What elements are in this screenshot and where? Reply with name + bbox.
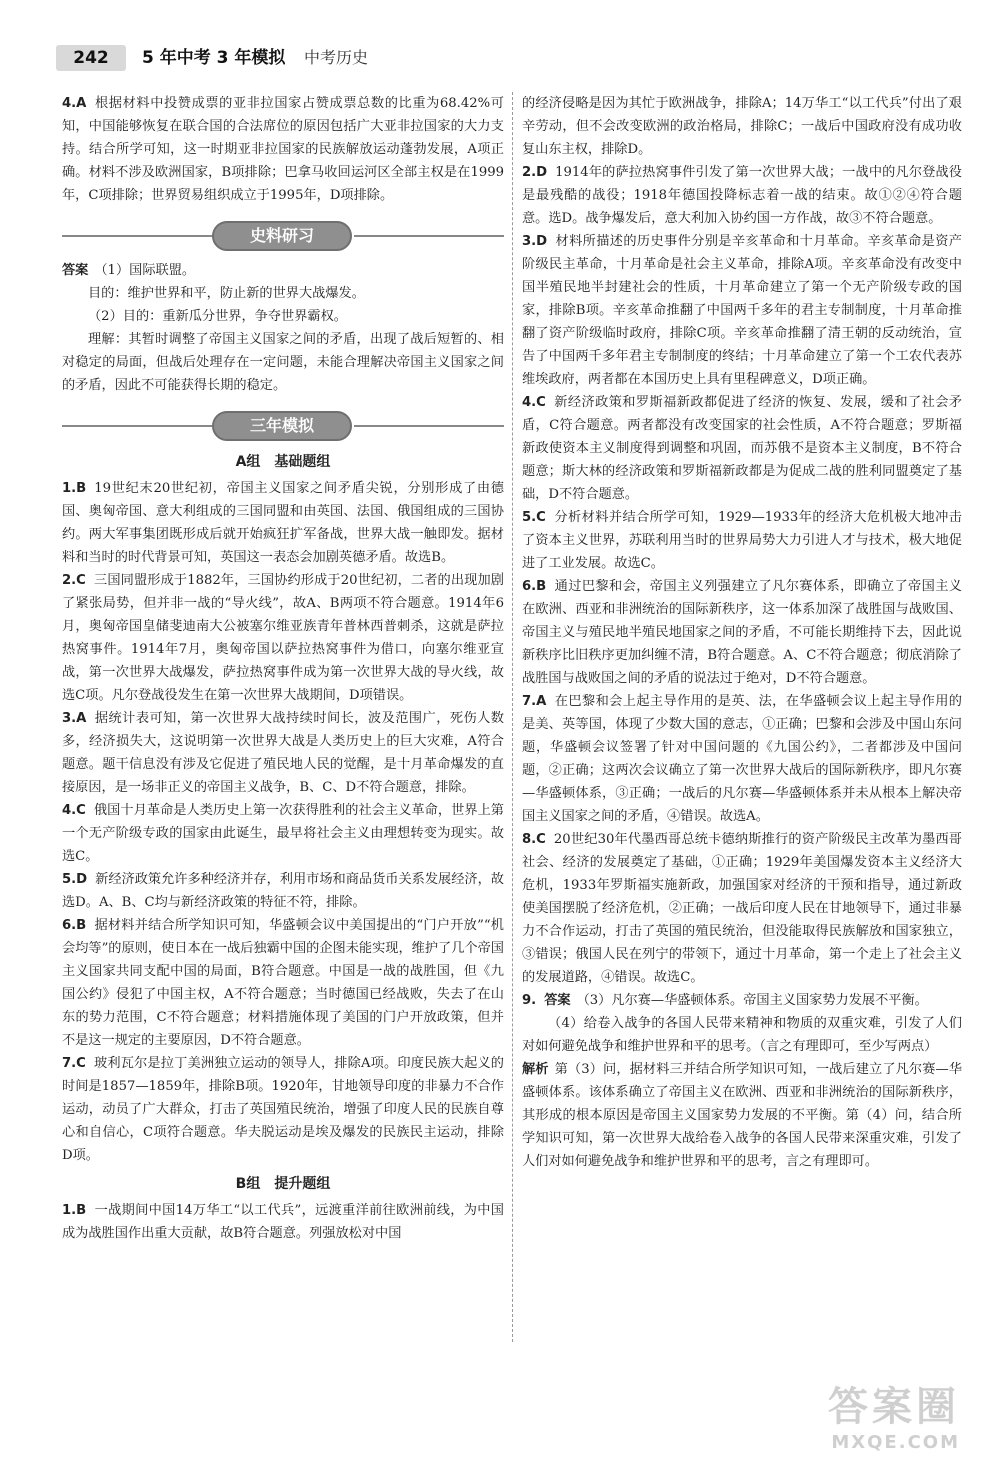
page-number: 242 [56, 45, 126, 71]
item-text: 根据材料中投赞成票的亚非拉国家占赞成票总数的比重为68.42%可知，中国能够恢复在联合国的合法席位的原因包括广大亚非拉国家的大力支持。结合所学可知，这一时期亚非拉国家的民族解放运动蓬勃发展，A项正确。材料不涉及欧洲国家，B项排除；巴拿马收回运河区全部主权是在1999年，C项排除；世界贸易组织成立于1995年，D项排除。 [62, 96, 504, 203]
list-item: 3.A 据统计表可知，第一次世界大战持续时间长，波及范围广，死伤人数多，经济损失大，这说明第一次世界大战是人类历史上的巨大灾难，A符合题意。题干信息没有涉及它促进了殖民地人民的觉醒，是十月革命爆发的直接原因，是一场非正义的帝国主义战争，B、C、D不符合题意，排除。 [62, 711, 504, 795]
answer-label: 答案 [544, 993, 571, 1008]
banner-rule-right [354, 235, 504, 237]
item-9-answer: 9. 答案 （3）凡尔赛—华盛顿体系。帝国主义国家势力发展不平衡。 [522, 993, 928, 1008]
site-watermark [828, 1375, 960, 1453]
banner-rule-right [354, 425, 504, 427]
book-series-title: 5 年中考 3 年模拟 [142, 48, 286, 68]
list-item: 7.A 在巴黎和会上起主导作用的是英、法，在华盛顿会议上起主导作用的是美、英等国，体现了少数大国的意志，①正确；巴黎和会涉及中国山东问题，华盛顿会议签署了针对中国问题的《九国公约》，二者都涉及中国问题，②正确；这两次会议确立了第一次世界大战后的国际新秩序，即凡尔赛—华盛顿体系，③正确；一战后的凡尔赛—华盛顿体系并未从根本上解决帝国主义国家之间的矛盾，④错误。故选A。 [522, 694, 962, 824]
answer-line-3: （2）目的：重新瓜分世界，争夺世界霸权。 [88, 309, 347, 324]
list-item: 6.B 据材料并结合所学知识可知，华盛顿会议中美国提出的“门户开放”“机会均等”的原则，使日本在一战后独霸中国的企图未能实现，维护了几个帝国主义国家共同支配中国的局面，B符合题意。中国是一战的战胜国，但《九国公约》侵犯了中国主权，A不符合题意；当时德国已经战败，失去了在山东的势力范围，C不符合题意；材料措施体现了美国的门户开放政策，但并不是这一规定的主要原因，D不符合题意。 [62, 918, 504, 1048]
answer-label: 答案 [62, 263, 89, 278]
item-9-answer-4: （4）给卷入战争的各国人民带来精神和物质的双重灾难，引发了人们对如何避免战争和维护世界和平的思考。（言之有理即可，至少写两点） [522, 1016, 962, 1054]
column-divider [512, 92, 513, 1342]
item-number: 4.A [62, 96, 87, 111]
answer-line-1: 答案 （1）国际联盟。 [62, 263, 196, 278]
continuation-text: 的经济侵略是因为其忙于欧洲战争，排除A；14万华工“以工代兵”付出了艰辛劳动，但不会改变欧洲的政治格局，排除C；一战后中国政府没有成功收复山东主权，排除D。 [522, 96, 962, 157]
page-header [42, 42, 972, 76]
group-b-title: B组 提升题组 [235, 1176, 331, 1192]
watermark-url: MXQE.COM [831, 1432, 960, 1453]
book-subject: 中考历史 [304, 48, 369, 67]
intro-item [62, 92, 504, 207]
list-item: 6.B 通过巴黎和会，帝国主义列强建立了凡尔赛体系，即确立了帝国主义在欧洲、西亚和非洲统治的国际新秩序，这一体系加深了战胜国与战败国、帝国主义与殖民地半殖民地国家之间的矛盾，不可能长期维持下去，因此说新秩序比旧秩序更加纠缠不清，B符合题意。A、C不符合题意；彻底消除了战胜国与战败国之间的矛盾的说法过于绝对，D不符合题意。 [522, 579, 962, 686]
group-a-title: A组 基础题组 [235, 454, 331, 470]
list-item: 8.C 20世纪30年代墨西哥总统卡德纳斯推行的资产阶级民主改革为墨西哥社会、经济的发展奠定了基础，①正确；1929年美国爆发资本主义经济大危机，1933年罗斯福实施新政，加强国家对经济的干预和指导，通过新政使美国摆脱了经济危机，②正确；一战后印度人民在甘地领导下，通过非暴力不合作运动，打击了英国的殖民统治，但没能取得民族解放和国家独立，③错误；俄国人民在列宁的带领下，通过十月革命，第一个走上了社会主义的发展道路，④错误。故选C。 [522, 832, 962, 985]
banner-label: 三年模拟 [212, 411, 352, 441]
list-item: 7.C 玻利瓦尔是拉丁美洲独立运动的领导人，排除A项。印度民族大起义的时间是1857—1859年，排除B项。1920年，甘地领导印度的非暴力不合作运动，动员了广大群众，打击了英国殖民统治，增强了印度人民的民族自尊心和自信心，C项符合题意。华夫脱运动是埃及爆发的民族民主运动，排除D项。 [62, 1056, 504, 1163]
list-item: 2.D 1914年的萨拉热窝事件引发了第一次世界大战；一战中的凡尔登战役是最残酷的战役；1918年德国投降标志着一战的结束。故①②④符合题意。选D。战争爆发后，意大利加入协约国一方作战，故③不符合题意。 [522, 165, 962, 226]
answer-line-4: 理解：其暂时调整了帝国主义国家之间的矛盾，出现了战后短暂的、相对稳定的局面，但战后处理存在一定问题，未能合理解决帝国主义国家之间的矛盾，因此不可能获得长期的稳定。 [62, 332, 504, 393]
list-item: 5.C 分析材料并结合所学可知，1929—1933年的经济大危机极大地冲击了资本主义世界，苏联利用当时的世界局势大力引进人才与技术，极大地促进了工业发展。故选C。 [522, 510, 962, 571]
list-item: 1.B 一战期间中国14万华工“以工代兵”，远渡重洋前往欧洲前线，为中国成为战胜国作出重大贡献，故B符合题意。列强放松对中国 [62, 1203, 504, 1241]
item-9-analysis: 解析 第（3）问，据材料三并结合所学知识可知，一战后建立了凡尔赛—华盛顿体系。该体系确立了帝国主义在欧洲、西亚和非洲统治的国际新秩序，其形成的根本原因是帝国主义国家势力发展的不平衡。第（4）问，结合所学知识可知，第一次世界大战给卷入战争的各国人民带来深重灾难，引发了人们对如何避免战争和维护世界和平的思考，言之有理即可。 [522, 1062, 963, 1169]
list-item: 4.C 俄国十月革命是人类历史上第一次获得胜利的社会主义革命，世界上第一个无产阶级专政的国家由此诞生，最早将社会主义由理想转变为现实。故选C。 [62, 803, 504, 864]
section-banner-three-years [62, 409, 504, 443]
left-column [62, 92, 504, 1245]
section-banner-research [62, 219, 504, 253]
list-item: 4.C 新经济政策和罗斯福新政都促进了经济的恢复、发展，缓和了社会矛盾，C符合题意。两者都没有改变国家的社会性质，A不符合题意；罗斯福新政使资本主义制度得到调整和巩固，而苏俄不是资本主义制度，B不符合题意；斯大林的经济政策和罗斯福新政都是为促成二战的胜利同盟奠定了基础，D不符合题意。 [522, 395, 962, 502]
list-item: 1.B 19世纪末20世纪初，帝国主义国家之间矛盾尖锐，分别形成了由德国、奥匈帝国、意大利组成的三国同盟和由英国、法国、俄国组成的三国协约。两大军事集团既形成后就开始疯狂扩军备战，世界大战一触即发。据材料和当时的时代背景可知，英国这一表态会加剧英德矛盾。故选B。 [62, 481, 504, 565]
list-item: 5.D 新经济政策允许多种经济并存，利用市场和商品货币关系发展经济，故选D。A、B、C均与新经济政策的特征不符，排除。 [62, 872, 504, 910]
banner-rule-left [62, 425, 212, 427]
answer-line-2: 目的：维护世界和平，防止新的世界大战爆发。 [88, 286, 365, 301]
list-item: 3.D 材料所描述的历史事件分别是辛亥革命和十月革命。辛亥革命是资产阶级民主革命，十月革命是社会主义革命，排除A项。辛亥革命没有改变中国半殖民地半封建社会的性质，十月革命建立了第一个无产阶级专政的国家，排除B项。辛亥革命推翻了中国两千多年的君主专制制度，十月革命推翻了资产阶级临时政府，排除C项。辛亥革命推翻了清王朝的反动统治，宣告了中国两千多年君主专制制度的终结；十月革命建立了第一个工农代表苏维埃政府，两者都在本国历史上具有里程碑意义，D项正确。 [522, 234, 962, 387]
analysis-label: 解析 [522, 1062, 549, 1077]
banner-rule-left [62, 235, 212, 237]
right-column [522, 92, 962, 1173]
list-item: 2.C 三国同盟形成于1882年，三国协约形成于20世纪初，二者的出现加剧了紧张局势，但并非一战的“导火线”，故A、B两项不符合题意。1914年6月，奥匈帝国皇储斐迪南大公被塞尔维亚族青年普林西普刺杀，这就是萨拉热窝事件。1914年7月，奥匈帝国以萨拉热窝事件为借口，向塞尔维亚宣战，第一次世界大战爆发，萨拉热窝事件成为第一次世界大战的导火线，故选C项。凡尔登战役发生在第一次世界大战期间，D项错误。 [62, 573, 504, 703]
banner-label: 史料研习 [212, 221, 352, 251]
watermark-logo-text: 答案圈 [828, 1384, 960, 1430]
